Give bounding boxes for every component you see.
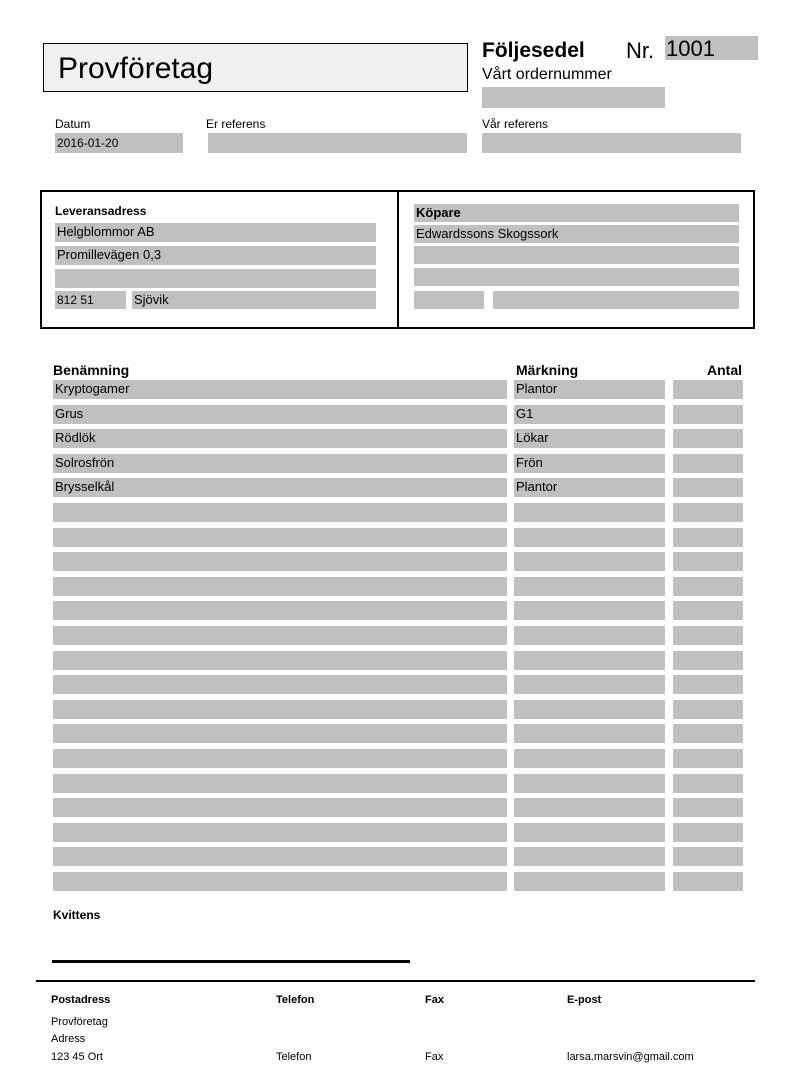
item-marking-field[interactable] (514, 724, 665, 743)
item-name-field[interactable] (53, 651, 507, 670)
item-name-field[interactable] (53, 823, 507, 842)
item-marking-field[interactable] (514, 774, 665, 793)
delivery-street-field[interactable]: Promillevägen 0,3 (55, 246, 376, 265)
item-name-field[interactable] (53, 601, 507, 620)
item-quantity-field[interactable] (673, 528, 743, 547)
item-quantity-field[interactable] (673, 405, 743, 424)
item-marking-field[interactable] (514, 601, 665, 620)
item-name-field[interactable] (53, 626, 507, 645)
footer-email-label: E-post (567, 994, 602, 1006)
item-quantity-field[interactable] (673, 577, 743, 596)
their-reference-label: Er referens (206, 117, 266, 131)
item-name-field[interactable]: Kryptogamer (53, 380, 507, 399)
item-quantity-field[interactable] (673, 774, 743, 793)
our-reference-field[interactable] (482, 133, 741, 153)
item-quantity-field[interactable] (673, 626, 743, 645)
item-quantity-field[interactable] (673, 651, 743, 670)
signature-line (52, 960, 410, 963)
buyer-name-field[interactable]: Edwardssons Skogssork (414, 225, 739, 243)
item-marking-field[interactable]: G1 (514, 405, 665, 424)
item-marking-field[interactable] (514, 749, 665, 768)
item-name-field[interactable] (53, 675, 507, 694)
item-quantity-field[interactable] (673, 429, 743, 448)
item-name-field[interactable] (53, 700, 507, 719)
item-quantity-field[interactable] (673, 478, 743, 497)
document-number-field[interactable]: 1001 (665, 36, 758, 60)
buyer-label: Köpare (414, 204, 739, 222)
our-reference-label: Vår referens (482, 117, 549, 131)
order-number-label: Vårt ordernummer (482, 66, 612, 83)
item-marking-field[interactable]: Plantor (514, 478, 665, 497)
company-box (43, 43, 468, 92)
item-quantity-field[interactable] (673, 380, 743, 399)
item-quantity-field[interactable] (673, 552, 743, 571)
item-quantity-field[interactable] (673, 872, 743, 891)
receipt-label: Kvittens (53, 908, 101, 922)
column-header-quantity: Antal (707, 362, 742, 378)
their-reference-field[interactable] (208, 133, 467, 153)
item-name-field[interactable] (53, 552, 507, 571)
document-title: Följesedel (482, 39, 585, 62)
item-name-field[interactable] (53, 528, 507, 547)
footer-postal-line2: Adress (51, 1033, 86, 1045)
footer-divider (36, 980, 755, 982)
item-name-field[interactable] (53, 724, 507, 743)
buyer-line3-field[interactable] (414, 268, 739, 286)
column-header-name: Benämning (53, 362, 130, 378)
delivery-city-field[interactable]: Sjövik (132, 291, 376, 309)
item-marking-field[interactable] (514, 552, 665, 571)
item-name-field[interactable]: Rödlök (53, 429, 507, 448)
item-marking-field[interactable] (514, 651, 665, 670)
item-marking-field[interactable] (514, 577, 665, 596)
buyer-zip-field[interactable] (414, 291, 484, 309)
order-number-field[interactable] (482, 87, 665, 108)
item-marking-field[interactable] (514, 872, 665, 891)
item-marking-field[interactable] (514, 626, 665, 645)
item-quantity-field[interactable] (673, 823, 743, 842)
item-name-field[interactable] (53, 774, 507, 793)
item-marking-field[interactable] (514, 675, 665, 694)
item-name-field[interactable] (53, 503, 507, 522)
footer-postal-label: Postadress (51, 994, 111, 1006)
item-quantity-field[interactable] (673, 503, 743, 522)
item-name-field[interactable]: Grus (53, 405, 507, 424)
footer-postal-line3: 123 45 Ort (51, 1051, 103, 1063)
date-label: Datum (55, 117, 91, 131)
delivery-address-label: Leveransadress (55, 204, 147, 218)
item-quantity-field[interactable] (673, 724, 743, 743)
number-label: Nr. (626, 38, 655, 63)
item-marking-field[interactable]: Lökar (514, 429, 665, 448)
item-name-field[interactable] (53, 749, 507, 768)
company-name: Provföretag (58, 52, 214, 85)
item-marking-field[interactable] (514, 847, 665, 866)
item-quantity-field[interactable] (673, 454, 743, 473)
item-marking-field[interactable]: Frön (514, 454, 665, 473)
item-marking-field[interactable]: Plantor (514, 380, 665, 399)
column-header-marking: Märkning (516, 362, 579, 378)
date-field[interactable]: 2016-01-20 (55, 133, 183, 153)
footer-phone-value: Telefon (276, 1051, 312, 1063)
buyer-street-field[interactable] (414, 246, 739, 264)
item-quantity-field[interactable] (673, 798, 743, 817)
item-marking-field[interactable] (514, 503, 665, 522)
delivery-name-field[interactable]: Helgblommor AB (55, 223, 376, 242)
item-quantity-field[interactable] (673, 601, 743, 620)
address-divider (397, 192, 399, 327)
item-name-field[interactable] (53, 798, 507, 817)
footer-fax-label: Fax (425, 994, 444, 1006)
delivery-line3-field[interactable] (55, 269, 376, 288)
item-name-field[interactable] (53, 847, 507, 866)
item-quantity-field[interactable] (673, 847, 743, 866)
item-name-field[interactable]: Solrosfrön (53, 454, 507, 473)
item-quantity-field[interactable] (673, 700, 743, 719)
item-marking-field[interactable] (514, 528, 665, 547)
item-marking-field[interactable] (514, 700, 665, 719)
footer-email-value: larsa.marsvin@gmail.com (567, 1051, 694, 1063)
item-name-field[interactable] (53, 872, 507, 891)
item-quantity-field[interactable] (673, 749, 743, 768)
footer-postal-line1: Provföretag (51, 1016, 108, 1028)
item-marking-field[interactable] (514, 798, 665, 817)
address-box (40, 190, 755, 329)
delivery-zip-field[interactable]: 812 51 (55, 291, 126, 309)
buyer-city-field[interactable] (493, 291, 739, 309)
footer-phone-label: Telefon (276, 994, 315, 1006)
item-name-field[interactable]: Brysselkål (53, 478, 507, 497)
item-name-field[interactable] (53, 577, 507, 596)
footer-fax-value: Fax (425, 1051, 444, 1063)
item-quantity-field[interactable] (673, 675, 743, 694)
item-marking-field[interactable] (514, 823, 665, 842)
